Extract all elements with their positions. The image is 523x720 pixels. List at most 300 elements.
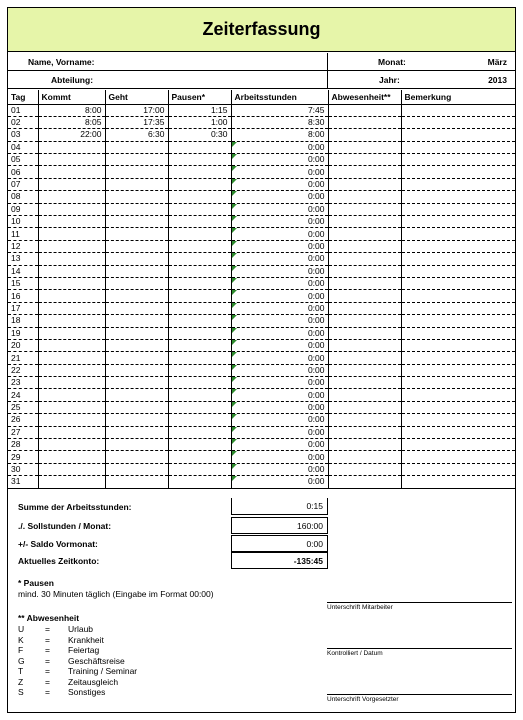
cell-abwesenheit[interactable] [328, 240, 401, 252]
cell-pausen[interactable] [168, 191, 231, 203]
cell-tag [8, 290, 38, 302]
tag-value: 25 [11, 402, 21, 413]
monat-value[interactable]: März [487, 57, 507, 67]
cell-pausen[interactable] [168, 216, 231, 228]
cell-arbeitsstunden [231, 414, 328, 426]
cell-geht[interactable] [105, 302, 168, 314]
cell-pausen[interactable] [168, 154, 231, 166]
legend-item [18, 635, 214, 646]
legend-code: K [18, 634, 24, 645]
cell-bemerkung[interactable] [401, 216, 515, 228]
cell-geht[interactable] [105, 129, 168, 141]
cell-bemerkung[interactable] [401, 141, 515, 153]
cell-kommt[interactable] [38, 253, 105, 265]
arbeitsstunden-value: 8:00 [307, 129, 325, 140]
cell-abwesenheit[interactable] [328, 389, 401, 401]
arbeitsstunden-value: 0:00 [307, 240, 325, 251]
cell-tag [8, 265, 38, 277]
cell-kommt[interactable] [38, 426, 105, 438]
cell-geht[interactable] [105, 401, 168, 413]
cell-tag [8, 414, 38, 426]
formula-marker-icon [232, 451, 237, 456]
table-row [8, 141, 515, 153]
cell-abwesenheit[interactable] [328, 377, 401, 389]
table-row [8, 401, 515, 413]
cell-pausen[interactable] [168, 339, 231, 351]
tag-value: 07 [11, 179, 21, 190]
cell-geht[interactable] [105, 178, 168, 190]
cell-bemerkung[interactable] [401, 203, 515, 215]
cell-geht[interactable] [105, 116, 168, 128]
cell-kommt[interactable] [38, 240, 105, 252]
cell-abwesenheit[interactable] [328, 228, 401, 240]
cell-abwesenheit[interactable] [328, 129, 401, 141]
tag-value: 10 [11, 216, 21, 227]
cell-bemerkung[interactable] [401, 377, 515, 389]
table-row [8, 166, 515, 178]
cell-geht[interactable] [105, 228, 168, 240]
cell-bemerkung[interactable] [401, 476, 515, 488]
arbeitsstunden-value: 0:00 [307, 166, 325, 177]
jahr-label: Jahr: [379, 75, 400, 85]
cell-abwesenheit[interactable] [328, 216, 401, 228]
tag-value: 01 [11, 104, 21, 115]
cell-pausen[interactable] [168, 178, 231, 190]
cell-pausen[interactable] [168, 315, 231, 327]
cell-arbeitsstunden [231, 166, 328, 178]
saldo-value[interactable]: 0:00 [231, 535, 328, 552]
table-row [8, 290, 515, 302]
cell-pausen[interactable] [168, 116, 231, 128]
cell-pausen[interactable] [168, 476, 231, 488]
cell-abwesenheit[interactable] [328, 265, 401, 277]
cell-geht[interactable] [105, 240, 168, 252]
cell-kommt[interactable] [38, 377, 105, 389]
cell-tag [8, 116, 38, 128]
legend-eq: = [45, 634, 50, 645]
cell-bemerkung[interactable] [401, 228, 515, 240]
cell-bemerkung[interactable] [401, 104, 515, 116]
cell-arbeitsstunden [231, 451, 328, 463]
cell-bemerkung[interactable] [401, 352, 515, 364]
legend-eq: = [45, 645, 50, 655]
cell-geht[interactable] [105, 327, 168, 339]
cell-pausen[interactable] [168, 277, 231, 289]
cell-arbeitsstunden [231, 439, 328, 451]
cell-abwesenheit[interactable] [328, 401, 401, 413]
geht-value: 17:35 [143, 117, 165, 128]
cell-geht[interactable] [105, 426, 168, 438]
tag-value: 23 [11, 377, 21, 388]
tag-value: 05 [11, 154, 21, 165]
table-row [8, 426, 515, 438]
formula-marker-icon [232, 476, 237, 481]
tag-value: 24 [11, 389, 21, 400]
formula-marker-icon [232, 464, 237, 469]
cell-tag [8, 129, 38, 141]
cell-tag [8, 141, 38, 153]
cell-abwesenheit[interactable] [328, 203, 401, 215]
cell-kommt[interactable] [38, 414, 105, 426]
tag-value: 27 [11, 426, 21, 437]
cell-abwesenheit[interactable] [328, 463, 401, 475]
formula-marker-icon [232, 179, 237, 184]
legend-item [18, 687, 214, 698]
cell-geht[interactable] [105, 315, 168, 327]
cell-geht[interactable] [105, 253, 168, 265]
cell-bemerkung[interactable] [401, 339, 515, 351]
cell-pausen[interactable] [168, 389, 231, 401]
legend-text: Zeitausgleich [68, 676, 119, 687]
formula-marker-icon [232, 266, 237, 271]
cell-pausen[interactable] [168, 104, 231, 116]
cell-abwesenheit[interactable] [328, 116, 401, 128]
legend-eq: = [45, 655, 50, 666]
cell-pausen[interactable] [168, 240, 231, 252]
cell-geht[interactable] [105, 463, 168, 475]
cell-abwesenheit[interactable] [328, 141, 401, 153]
cell-bemerkung[interactable] [401, 463, 515, 475]
cell-bemerkung[interactable] [401, 240, 515, 252]
cell-abwesenheit[interactable] [328, 154, 401, 166]
arbeitsstunden-value: 0:00 [307, 253, 325, 264]
cell-kommt[interactable] [38, 476, 105, 488]
formula-marker-icon [232, 228, 237, 233]
legend-text: Sonstiges [68, 687, 106, 697]
cell-pausen[interactable] [168, 141, 231, 153]
legend-eq: = [45, 666, 50, 676]
cell-kommt[interactable] [38, 178, 105, 190]
cell-kommt[interactable] [38, 315, 105, 327]
cell-kommt[interactable] [38, 116, 105, 128]
formula-marker-icon [232, 377, 237, 382]
cell-arbeitsstunden [231, 104, 328, 116]
cell-arbeitsstunden [231, 302, 328, 314]
geht-value: 6:30 [147, 129, 165, 140]
cell-bemerkung[interactable] [401, 290, 515, 302]
cell-arbeitsstunden [231, 141, 328, 153]
tag-value: 11 [11, 228, 20, 239]
cell-kommt[interactable] [38, 439, 105, 451]
table-row [8, 377, 515, 389]
cell-kommt[interactable] [38, 104, 105, 116]
cell-bemerkung[interactable] [401, 327, 515, 339]
cell-geht[interactable] [105, 216, 168, 228]
table-row [8, 364, 515, 376]
legend-code: F [18, 645, 24, 655]
cell-bemerkung[interactable] [401, 116, 515, 128]
cell-kommt[interactable] [38, 339, 105, 351]
legend-text: Krankheit [68, 634, 104, 645]
cell-geht[interactable] [105, 439, 168, 451]
cell-bemerkung[interactable] [401, 401, 515, 413]
cell-kommt[interactable] [38, 277, 105, 289]
table-row [8, 414, 515, 426]
table-row [8, 277, 515, 289]
formula-marker-icon [232, 154, 237, 159]
cell-pausen[interactable] [168, 290, 231, 302]
cell-arbeitsstunden [231, 389, 328, 401]
cell-bemerkung[interactable] [401, 277, 515, 289]
cell-bemerkung[interactable] [401, 451, 515, 463]
cell-bemerkung[interactable] [401, 389, 515, 401]
cell-kommt[interactable] [38, 364, 105, 376]
cell-bemerkung[interactable] [401, 253, 515, 265]
cell-kommt[interactable] [38, 216, 105, 228]
table-row [8, 327, 515, 339]
cell-bemerkung[interactable] [401, 426, 515, 438]
divider [327, 71, 328, 89]
legend-item [18, 656, 214, 667]
pausen-heading: * Pausen [18, 578, 54, 588]
col-bemerkung: Bemerkung [401, 90, 515, 104]
cell-geht[interactable] [105, 476, 168, 488]
legend-text: Feiertag [68, 645, 100, 655]
legend-code: S [18, 687, 24, 697]
tag-value: 03 [11, 129, 21, 140]
cell-tag [8, 203, 38, 215]
cell-tag [8, 439, 38, 451]
cell-geht[interactable] [105, 166, 168, 178]
tag-value: 18 [11, 315, 21, 326]
formula-marker-icon [232, 216, 237, 221]
cell-pausen[interactable] [168, 439, 231, 451]
cell-kommt[interactable] [38, 352, 105, 364]
col-geht: Geht [105, 90, 168, 104]
monat-label: Monat: [378, 57, 406, 67]
tag-value: 31 [11, 476, 21, 487]
arbeitsstunden-value: 0:00 [307, 389, 325, 400]
arbeitsstunden-value: 0:00 [307, 426, 325, 437]
cell-geht[interactable] [105, 290, 168, 302]
cell-kommt[interactable] [38, 290, 105, 302]
cell-abwesenheit[interactable] [328, 476, 401, 488]
cell-pausen[interactable] [168, 451, 231, 463]
formula-marker-icon [232, 328, 237, 333]
signature-vorgesetzter: Unterschrift Vorgesetzter [327, 694, 512, 703]
cell-bemerkung[interactable] [401, 414, 515, 426]
cell-abwesenheit[interactable] [328, 352, 401, 364]
arbeitsstunden-value: 0:00 [307, 154, 325, 165]
cell-pausen[interactable] [168, 426, 231, 438]
formula-marker-icon [232, 365, 237, 370]
cell-pausen[interactable] [168, 228, 231, 240]
arbeitsstunden-value: 0:00 [307, 364, 325, 375]
cell-kommt[interactable] [38, 463, 105, 475]
cell-abwesenheit[interactable] [328, 339, 401, 351]
cell-kommt[interactable] [38, 166, 105, 178]
arbeitsstunden-value: 0:00 [307, 265, 325, 276]
cell-arbeitsstunden [231, 476, 328, 488]
arbeitsstunden-value: 8:30 [307, 117, 325, 128]
arbeitsstunden-value: 0:00 [307, 451, 325, 462]
cell-pausen[interactable] [168, 463, 231, 475]
formula-marker-icon [232, 439, 237, 444]
cell-pausen[interactable] [168, 377, 231, 389]
cell-kommt[interactable] [38, 265, 105, 277]
cell-pausen[interactable] [168, 352, 231, 364]
konto-row [8, 552, 515, 569]
tag-value: 26 [11, 414, 21, 425]
cell-bemerkung[interactable] [401, 191, 515, 203]
cell-pausen[interactable] [168, 166, 231, 178]
cell-bemerkung[interactable] [401, 364, 515, 376]
formula-marker-icon [232, 303, 237, 308]
cell-abwesenheit[interactable] [328, 178, 401, 190]
cell-bemerkung[interactable] [401, 154, 515, 166]
cell-kommt[interactable] [38, 228, 105, 240]
cell-abwesenheit[interactable] [328, 315, 401, 327]
cell-arbeitsstunden [231, 240, 328, 252]
arbeitsstunden-value: 0:00 [307, 302, 325, 313]
arbeitsstunden-value: 0:00 [307, 352, 325, 363]
cell-geht[interactable] [105, 389, 168, 401]
cell-tag [8, 104, 38, 116]
cell-abwesenheit[interactable] [328, 290, 401, 302]
table-row [8, 476, 515, 488]
abwesenheit-legend [18, 624, 214, 698]
cell-geht[interactable] [105, 265, 168, 277]
cell-arbeitsstunden [231, 377, 328, 389]
cell-arbeitsstunden [231, 352, 328, 364]
table-row [8, 216, 515, 228]
cell-kommt[interactable] [38, 401, 105, 413]
cell-bemerkung[interactable] [401, 166, 515, 178]
cell-geht[interactable] [105, 154, 168, 166]
cell-abwesenheit[interactable] [328, 104, 401, 116]
cell-kommt[interactable] [38, 191, 105, 203]
cell-geht[interactable] [105, 203, 168, 215]
tag-value: 15 [11, 278, 21, 289]
cell-bemerkung[interactable] [401, 439, 515, 451]
cell-geht[interactable] [105, 339, 168, 351]
formula-marker-icon [232, 315, 237, 320]
col-arbeitsstunden: Arbeitsstunden [231, 90, 328, 104]
cell-abwesenheit[interactable] [328, 451, 401, 463]
legend-item [18, 645, 214, 656]
table-row [8, 178, 515, 190]
cell-bemerkung[interactable] [401, 129, 515, 141]
cell-arbeitsstunden [231, 216, 328, 228]
arbeitsstunden-value: 0:00 [307, 476, 325, 487]
signature-mitarbeiter: Unterschrift Mitarbeiter [327, 602, 512, 611]
formula-marker-icon [232, 278, 237, 283]
arbeitsstunden-value: 0:00 [307, 278, 325, 289]
cell-kommt[interactable] [38, 154, 105, 166]
signature-kontrolliert: Kontrolliert / Datum [327, 648, 512, 657]
cell-geht[interactable] [105, 364, 168, 376]
cell-kommt[interactable] [38, 327, 105, 339]
cell-pausen[interactable] [168, 327, 231, 339]
arbeitsstunden-value: 0:00 [307, 439, 325, 450]
notes [18, 578, 214, 698]
cell-geht[interactable] [105, 104, 168, 116]
cell-abwesenheit[interactable] [328, 253, 401, 265]
cell-pausen[interactable] [168, 364, 231, 376]
cell-geht[interactable] [105, 191, 168, 203]
cell-bemerkung[interactable] [401, 302, 515, 314]
formula-marker-icon [232, 166, 237, 171]
cell-geht[interactable] [105, 352, 168, 364]
cell-pausen[interactable] [168, 253, 231, 265]
arbeitsstunden-value: 0:00 [307, 402, 325, 413]
table-row [8, 315, 515, 327]
cell-kommt[interactable] [38, 389, 105, 401]
cell-pausen[interactable] [168, 265, 231, 277]
cell-pausen[interactable] [168, 414, 231, 426]
cell-arbeitsstunden [231, 154, 328, 166]
cell-geht[interactable] [105, 451, 168, 463]
table-row [8, 439, 515, 451]
legend-code: T [18, 666, 24, 676]
cell-arbeitsstunden [231, 277, 328, 289]
cell-abwesenheit[interactable] [328, 426, 401, 438]
arbeitsstunden-value: 0:00 [307, 228, 325, 239]
cell-abwesenheit[interactable] [328, 414, 401, 426]
cell-geht[interactable] [105, 377, 168, 389]
cell-pausen[interactable] [168, 129, 231, 141]
cell-abwesenheit[interactable] [328, 166, 401, 178]
cell-tag [8, 426, 38, 438]
tag-value: 04 [11, 141, 21, 152]
arbeitsstunden-value: 0:00 [307, 191, 325, 202]
arbeitsstunden-value: 0:00 [307, 141, 325, 152]
cell-kommt[interactable] [38, 302, 105, 314]
legend-item [18, 666, 214, 677]
timesheet [7, 7, 516, 713]
cell-arbeitsstunden [231, 327, 328, 339]
cell-abwesenheit[interactable] [328, 439, 401, 451]
cell-geht[interactable] [105, 414, 168, 426]
cell-arbeitsstunden [231, 253, 328, 265]
soll-value[interactable]: 160:00 [231, 517, 328, 534]
cell-pausen[interactable] [168, 302, 231, 314]
jahr-value[interactable]: 2013 [488, 75, 507, 85]
legend-eq: = [45, 624, 50, 634]
cell-pausen[interactable] [168, 203, 231, 215]
table-row [8, 253, 515, 265]
cell-kommt[interactable] [38, 129, 105, 141]
name-label: Name, Vorname: [28, 57, 95, 67]
cell-kommt[interactable] [38, 451, 105, 463]
formula-marker-icon [232, 352, 237, 357]
summe-label: Summe der Arbeitsstunden: [18, 502, 132, 512]
arbeitsstunden-value: 7:45 [307, 104, 325, 115]
cell-bemerkung[interactable] [401, 265, 515, 277]
table-row [8, 265, 515, 277]
cell-geht[interactable] [105, 277, 168, 289]
legend-text: Training / Seminar [68, 666, 138, 676]
cell-geht[interactable] [105, 141, 168, 153]
cell-abwesenheit[interactable] [328, 277, 401, 289]
cell-abwesenheit[interactable] [328, 191, 401, 203]
cell-bemerkung[interactable] [401, 315, 515, 327]
formula-marker-icon [232, 340, 237, 345]
cell-tag [8, 277, 38, 289]
legend-text: Geschäftsreise [68, 655, 125, 666]
cell-kommt[interactable] [38, 203, 105, 215]
legend-eq: = [45, 687, 50, 697]
cell-kommt[interactable] [38, 141, 105, 153]
cell-bemerkung[interactable] [401, 178, 515, 190]
cell-tag [8, 178, 38, 190]
tag-value: 22 [11, 364, 21, 375]
cell-abwesenheit[interactable] [328, 364, 401, 376]
cell-pausen[interactable] [168, 401, 231, 413]
cell-abwesenheit[interactable] [328, 327, 401, 339]
geht-value: 17:00 [143, 104, 165, 115]
cell-abwesenheit[interactable] [328, 302, 401, 314]
